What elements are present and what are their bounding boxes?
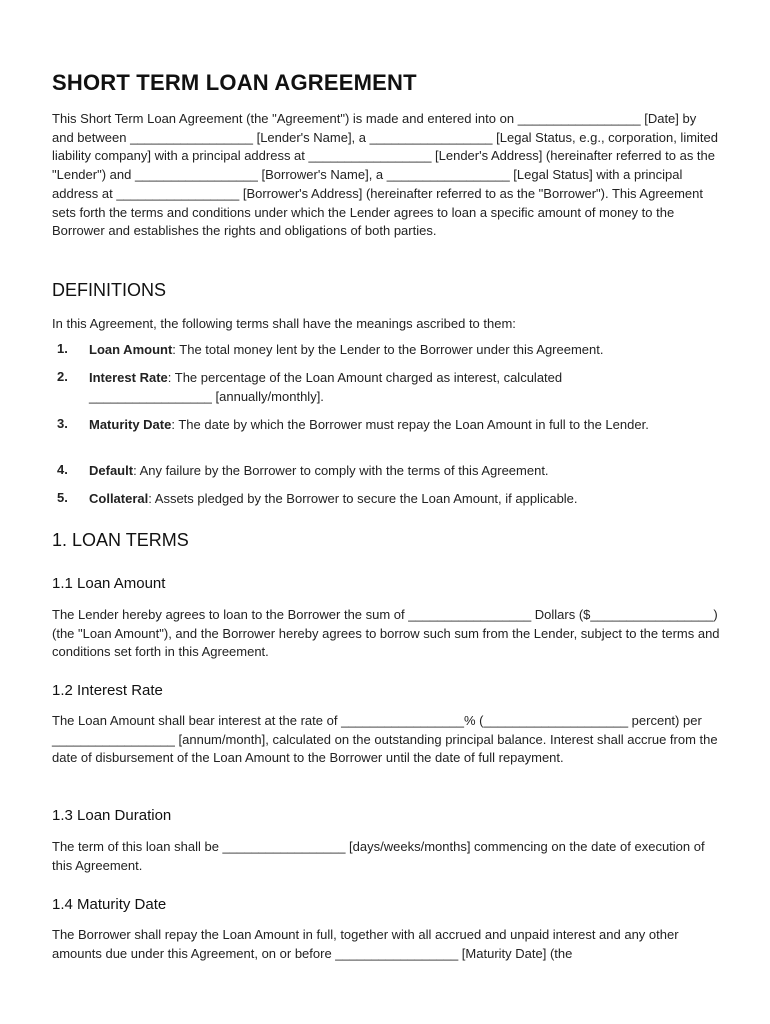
- definition-term: Collateral: [89, 491, 149, 506]
- definition-item-1: Loan Amount: The total money lent by the Lender to the Borrower under this Agreement.: [89, 342, 604, 357]
- definition-number-3: 3.: [57, 416, 68, 431]
- definition-term: Default: [89, 463, 134, 478]
- definition-text: Any failure by the Borrower to comply with the terms of this Agreement.: [136, 463, 549, 478]
- section-1-2-body: The Loan Amount shall bear interest at the rate of _________________% (____________________ percent) per _________________ [annum/month], calculated on the outstanding principal balance. Interest shall accrue from the date of disbursement of the Loan Amount to the Borrower until the date of full repayment.: [52, 713, 718, 766]
- section-1-3-heading: 1.3 Loan Duration: [52, 807, 172, 824]
- definition-text: The total money lent by the Lender to the Borrower under this Agreement.: [175, 342, 604, 357]
- section-1-3-body: The term of this loan shall be _________________ [days/weeks/months] commencing on the date of execution of this Agreement.: [52, 839, 705, 873]
- section-1-4-body: The Borrower shall repay the Loan Amount in full, together with all accrued and unpaid interest and any other amounts due under this Agreement, on or before _________________ [Maturity Date] (the: [52, 927, 679, 961]
- section-1-2-heading: 1.2 Interest Rate: [52, 682, 163, 699]
- definition-item-5: Collateral: Assets pledged by the Borrower to secure the Loan Amount, if applicable.: [89, 491, 578, 506]
- definition-number-2: 2.: [57, 369, 68, 384]
- section-1-4-heading: 1.4 Maturity Date: [52, 896, 167, 913]
- definition-term: Interest Rate: [89, 370, 168, 385]
- definition-text: Assets pledged by the Borrower to secure the Loan Amount, if applicable.: [151, 491, 578, 506]
- section-1-1-body: The Lender hereby agrees to loan to the Borrower the sum of _________________ Dollars ($_________________) (the "Loan Amount"), and the Borrower hereby agrees to borrow such sum from the Lender, subject to the terms and conditions set forth in this Agreement.: [52, 607, 720, 660]
- definitions-heading: DEFINITIONS: [52, 280, 167, 300]
- definition-item-4: Default: Any failure by the Borrower to comply with the terms of this Agreement.: [89, 463, 549, 478]
- definition-number-5: 5.: [57, 490, 68, 505]
- definition-text: The percentage of the Loan Amount charged as interest, calculated _________________ [annually/monthly].: [89, 370, 563, 404]
- definition-text: The date by which the Borrower must repay the Loan Amount in full to the Lender.: [174, 417, 649, 432]
- page-title: SHORT TERM LOAN AGREEMENT: [52, 70, 417, 95]
- definition-item-3: Maturity Date: The date by which the Borrower must repay the Loan Amount in full to the Lender.: [89, 417, 649, 432]
- section-1-1-heading: 1.1 Loan Amount: [52, 575, 166, 592]
- loan-terms-heading: 1. LOAN TERMS: [52, 530, 189, 550]
- definition-term: Maturity Date: [89, 417, 172, 432]
- definitions-lead: In this Agreement, the following terms shall have the meanings ascribed to them:: [52, 316, 516, 331]
- definition-number-4: 4.: [57, 462, 68, 477]
- definition-term: Loan Amount: [89, 342, 173, 357]
- intro-paragraph: This Short Term Loan Agreement (the "Agreement") is made and entered into on _________________ [Date] by and between _________________ [Lender's Name], a _________________ [Legal Status, e.g., corporation, limited liability company] with a principal address at _________________ [Lender's Address] (hereinafter referred to as the "Lender") and _________________ [Borrower's Name], a _________________ [Legal Status] with a principal address at _________________ [Borrower's Address] (hereinafter referred to as the "Borrower"). This Agreement sets forth the terms and conditions under which the Lender agrees to loan a specific amount of money to the Borrower and establishes the rights and obligations of both parties.: [52, 111, 718, 239]
- definition-number-1: 1.: [57, 341, 68, 356]
- definition-item-2: Interest Rate: The percentage of the Loan Amount charged as interest, calculated _________________ [annually/monthly].: [89, 370, 563, 404]
